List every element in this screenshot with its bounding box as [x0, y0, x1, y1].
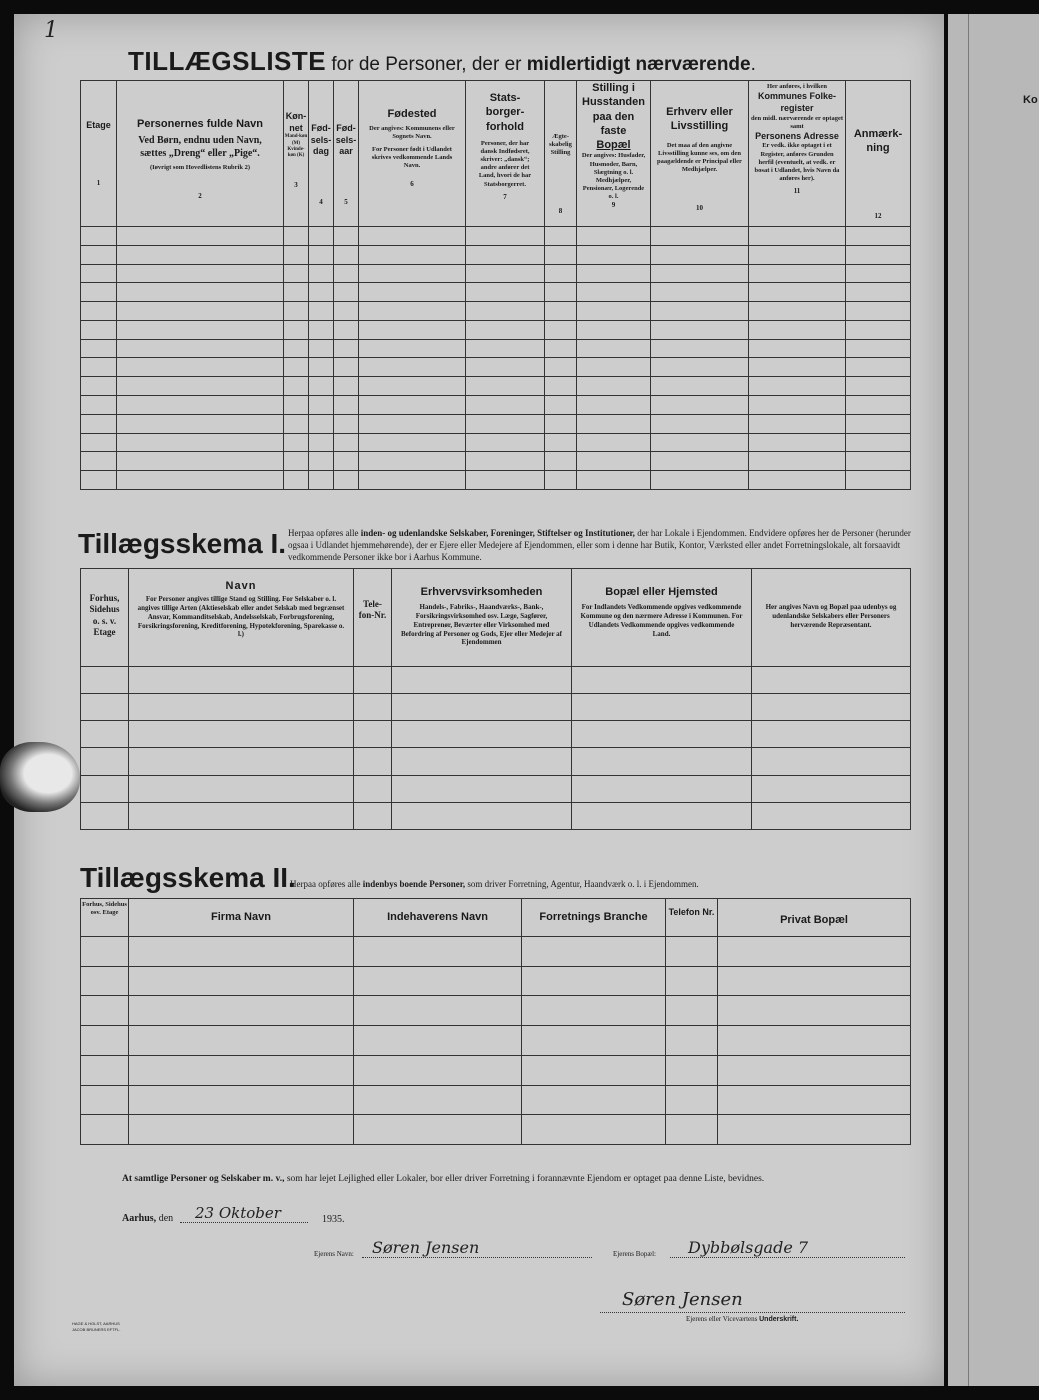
year: 1935. — [322, 1214, 345, 1225]
adjacent-page-fragment: Ko — [1023, 94, 1038, 106]
skema1-header: Forhus, Sidehus o. s. v. Etage Navn For Personer angives tillige Stand og Stilling. For Selskaber o. l. angives tillige Arten (Aktieselskab eller andet Selskab med begrænset Ansvar, Kommanditselskab, Andelsselskab, Forbrugsforening, Forsikringsforening, Kreditforening, Hypotekforening, Sparekasse o. l.) Tele-fon-Nr. Erhvervsvirksomheden Handels-, Fabriks-, Haandværks-, Bank-, Forsikringsvirksomhed osv. Læge, Sagfører, Entreprenør, Beværter eller Virksomhed med Befordring af Personer og Gods, Ejer eller Medejer af Ejendommen Bopæl eller Hjemsted For Indlandets Vedkommende opgives vedkommende Kommune og den nærmere Adresse i Kommunen. For Udlandets Vedkommende opgives vedkommende Land. Her angives Navn og Bopæl paa udenbys og udenlandske Selskabers eller Personers herværende Repræsentant. — [81, 569, 911, 667]
col-birthplace-head: Fødested — [387, 108, 437, 120]
s2-col-floor-head: Forhus, Sidehus osv. Etage — [82, 901, 127, 917]
col-birthday-head: Fød-sels-dag — [310, 123, 332, 157]
s1-col-floor-head: Forhus, Sidehus o. s. v. Etage — [89, 593, 120, 637]
skema2-intro: Herpaa opføres alle indenbys boende Personer, som driver Forretning, Agentur, Haandværk o. l. i Ejendommen. — [290, 879, 699, 889]
col-household-head: Stilling i Husstanden paa den faste — [582, 82, 645, 137]
thumb-holding-page — [0, 742, 80, 812]
adjacent-page — [948, 14, 1039, 1386]
s2-col-branch-head: Forretnings Branche — [539, 911, 648, 923]
s2-col-firm-head: Firma Navn — [211, 911, 271, 923]
declaration: At samtlige Personer og Selskaber m. v., som har lejet Lejlighed eller Lokaler, bor eller driver Forretning i forannævnte Ejendom er optaget paa denne Liste, bevidnes. — [122, 1174, 765, 1184]
owner-address-handwritten: Dybbølsgade 7 — [688, 1238, 809, 1257]
s1-col-representative-head: Her angives Navn og Bopæl paa udenbys og udenlandske Selskabers eller Personers herværende Repræsentant. — [765, 603, 897, 629]
skema1-title: Tillægsskema I. — [78, 528, 287, 559]
owner-address-label: Ejerens Bopæl: — [613, 1250, 656, 1258]
col-marital-head: Ægte-skabelig Stilling — [549, 133, 572, 157]
main-title: TILLÆGSLISTE for de Personer, der er midlertidigt nærværende. — [128, 46, 756, 76]
date-handwritten: 23 Oktober — [195, 1204, 281, 1222]
corner-mark: 1 — [44, 18, 58, 43]
skema1-table — [80, 568, 911, 830]
col-occupation-head: Erhverv eller Livsstilling — [666, 106, 733, 133]
owner-name-label: Ejerens Navn: — [314, 1250, 354, 1258]
signature-label: Ejerens eller Viceværtens Underskrift. — [686, 1315, 799, 1323]
main-title-rest: for de Personer, der er — [326, 54, 527, 75]
col-birthyear-head: Fød-sels-aar — [335, 123, 357, 157]
printer-imprint: HAGE & HOLST, AARHUS JACOB BRUNERS EFTFL. — [72, 1321, 121, 1332]
skema2-table — [80, 898, 911, 1145]
s1-col-phone-head: Tele-fon-Nr. — [358, 599, 387, 621]
owner-name-handwritten: Søren Jensen — [372, 1238, 480, 1257]
skema2-title: Tillægsskema II. — [80, 862, 296, 893]
skema1-intro: Herpaa opføres alle inden- og udenlandske Selskaber, Foreninger, Stiftelser og Institutioner, der har Lokale i Ejendommen. Endvidere opføres her de Personer (herunder ogsaa i Udlandet hjemmehørende), der er Ejere eller Medejere af Ejendommen, eller som i denne har Butik, Kontor, Værksted eller andet Forretningslokale, alt forsaavidt vedkommende Personer ikke bor i Aarhus Kommune. — [288, 528, 911, 563]
col-citizenship-head: Stats-borger-forhold — [485, 92, 525, 133]
s2-col-phone-head: Telefon Nr. — [668, 907, 715, 917]
skema2-header — [81, 899, 911, 937]
s1-col-business-head: Erhvervsvirksomheden — [420, 586, 543, 598]
col-name-head: Personernes fulde Navn — [137, 118, 263, 130]
main-title-bold: TILLÆGSLISTE — [128, 46, 327, 76]
col-gender-head: Køn-net — [285, 111, 307, 133]
date-line: Aarhus, den — [122, 1213, 174, 1224]
s2-col-private-head: Privat Bopæl — [780, 914, 848, 926]
main-list-table — [80, 80, 911, 490]
col-registry-head: Kommunes Folke-register — [757, 91, 836, 113]
s2-col-owner-head: Indehaverens Navn — [387, 911, 488, 923]
s1-col-name-head: Navn — [225, 580, 257, 592]
main-title-emphasis: midlertidigt nærværende — [526, 54, 751, 75]
signature-handwritten: Søren Jensen — [622, 1289, 743, 1310]
main-list-header: Etage 1 Personernes fulde Navn Ved Børn, endnu uden Navn, sættes „Dreng“ eller „Pige“. (Iøvrigt som Hovedlistens Rubrik 2) 2 Køn-net Mand-køn (M) Kvinde-køn (K) 3 Fød-sels-dag 4 Fød-sels-aar 5 Fødested Der angives: Kommunens eller Sognets Navn. For Personer født i Udlandet skrives vedkommende Lands Navn. 6 Stats-borger-forhold Personer, der har dansk Indfødsret, skriver: „dansk“; andre anfører det Land, hvori de har Statsborgerret. 7 Ægte-skabelig Stilling 8 Stilling i Husstanden paa den faste Bopæl Der angives: Husfader, Husmoder, Barn, Slægtning o. l. Medhjælper, Pensionær, Logerende o. l. 9 Erhverv eller Livsstilling Det maa af den angivne Livsstilling kunne ses, om den paagældende er Principal eller Medhjælper. 10 Her anføres, i hvilken Kommunes Folke-register den midl. nærværende er optaget samt Personens Adresse Er vedk. ikke optaget i et Register, anføres Grunden herfil (eventuelt, at vedk. er bosat i Udlandet, hvis Navn da anføres her). 11 Anmærk-ning 12 — [81, 81, 911, 227]
col-remarks-head: Anmærk-ning — [853, 128, 903, 155]
s1-col-residence-head: Bopæl eller Hjemsted — [605, 586, 718, 598]
col-etage-head: Etage — [86, 119, 111, 130]
